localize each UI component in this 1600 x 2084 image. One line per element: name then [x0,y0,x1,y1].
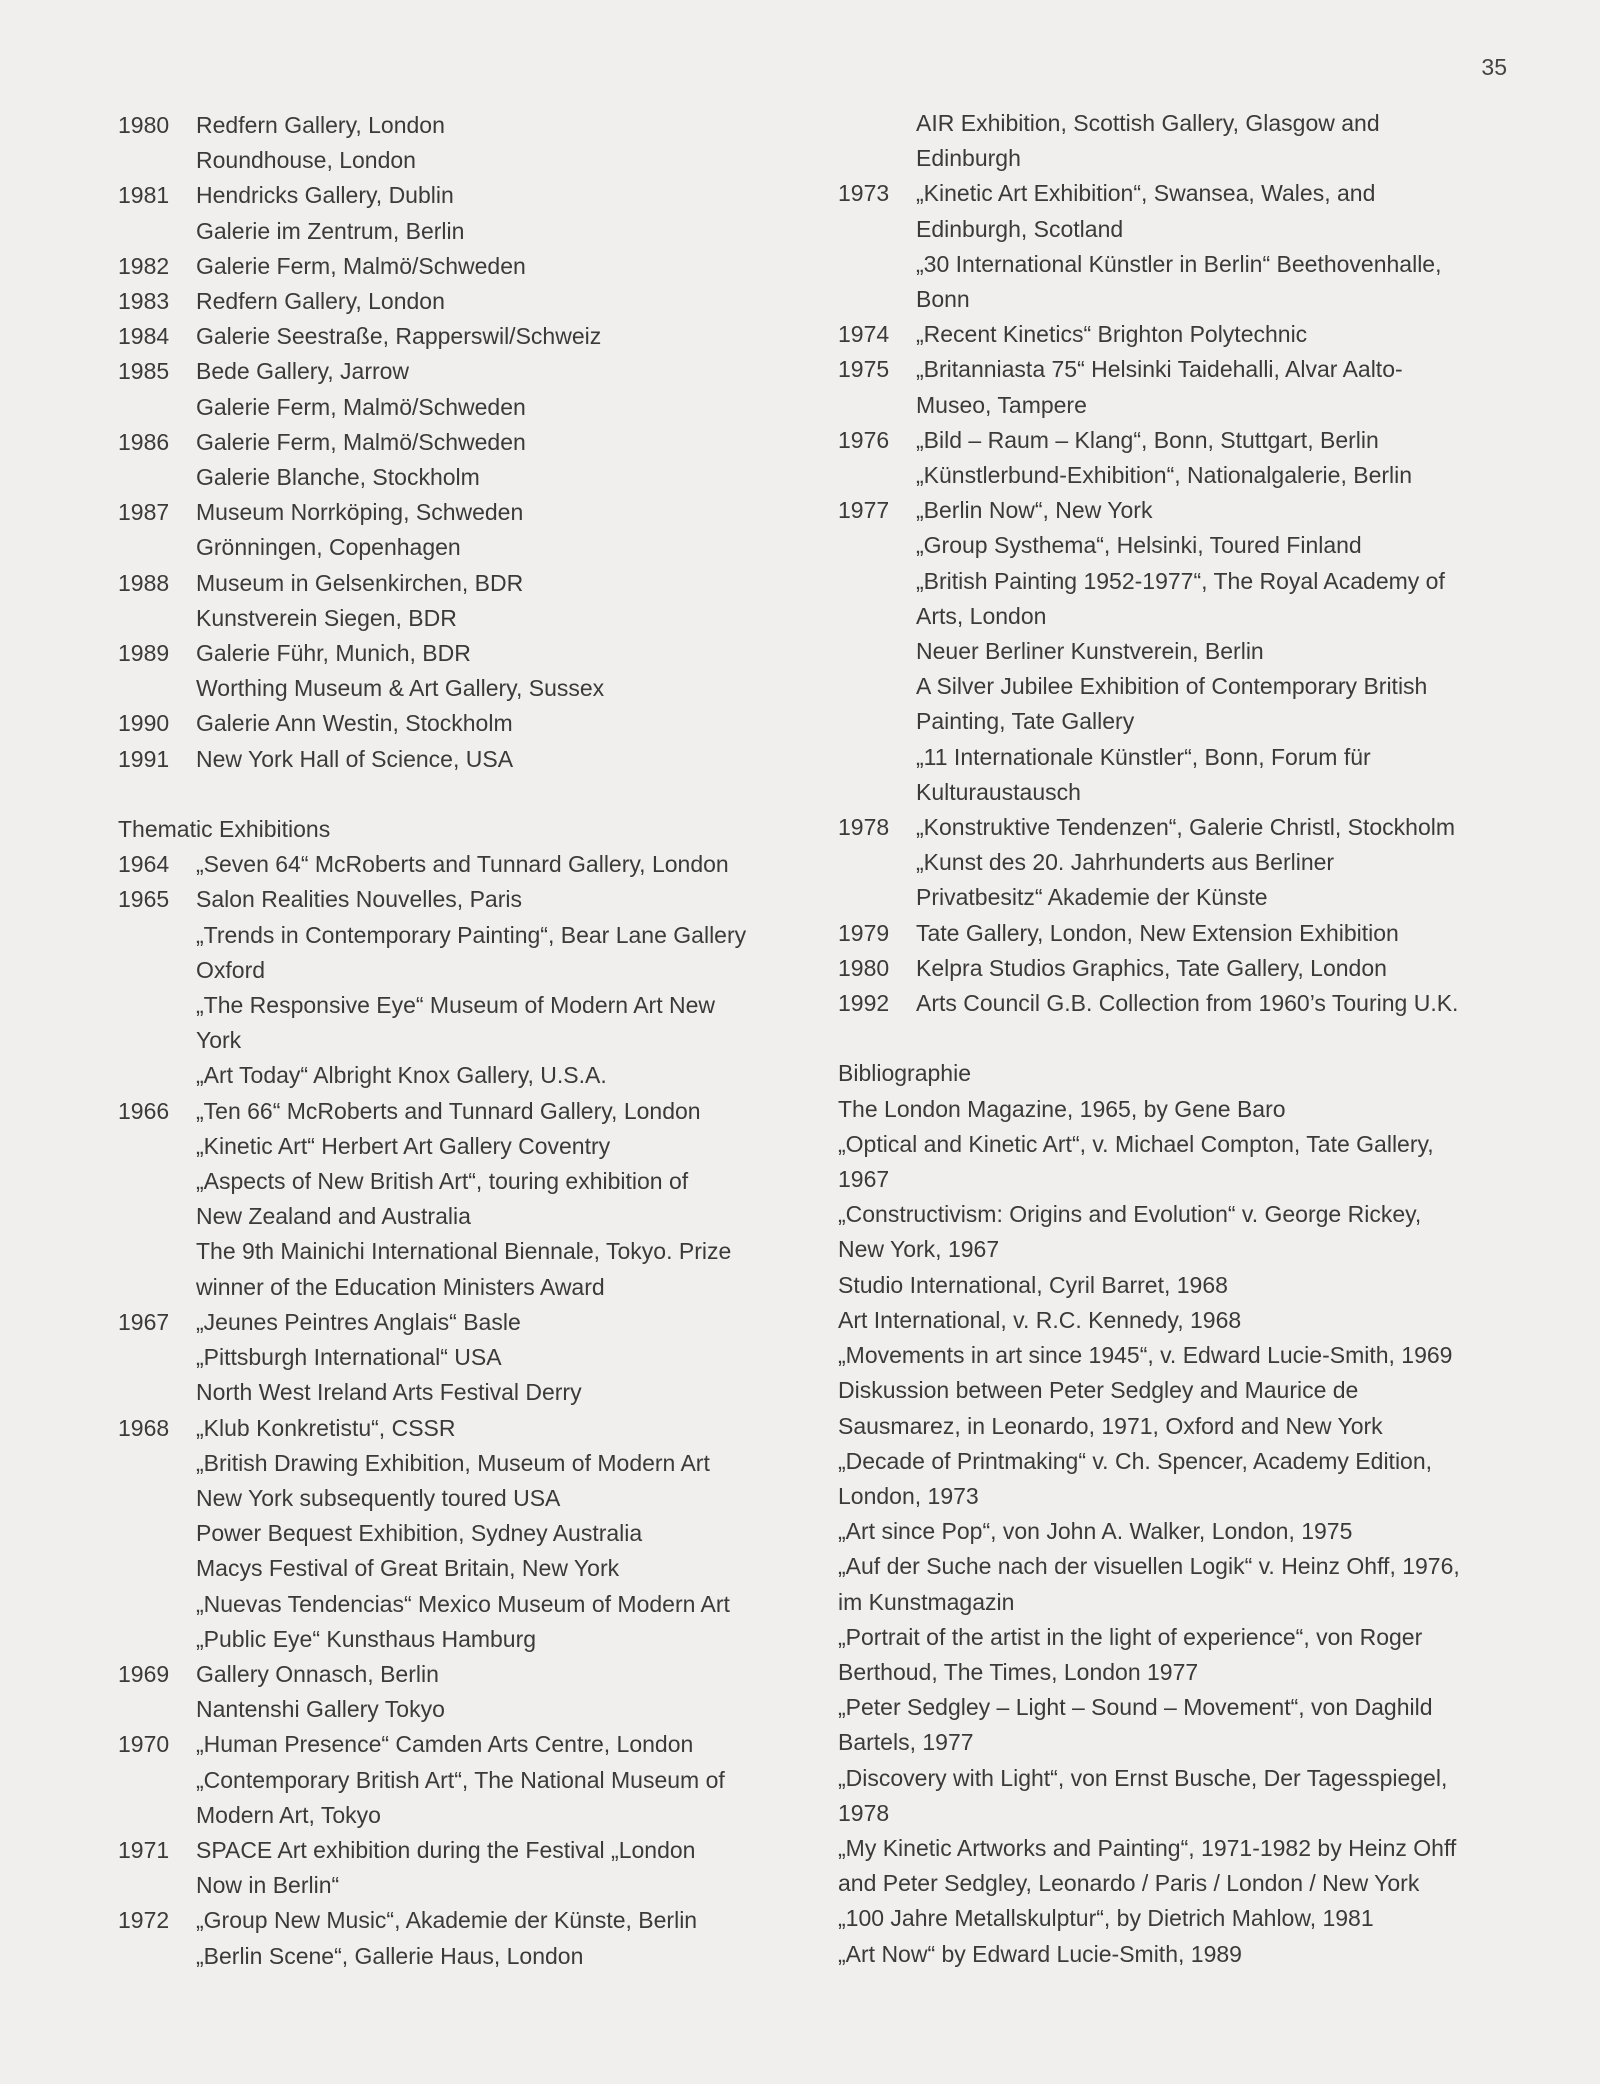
exhibition-entry [118,1833,808,1903]
entry-line: North West Ireland Arts Festival Derry [196,1379,582,1406]
bibliography-line: „Art since Pop“, von John A. Walker, London, 1975 [838,1518,1353,1545]
entry-line: New York Hall of Science, USA [196,745,514,772]
entry-line: „Berlin Now“, New York [916,497,1153,524]
entry-line: Roundhouse, London [196,147,416,174]
entry-year: 1973 [838,180,890,207]
entry-line: „Recent Kinetics“ Brighton Polytechnic [916,321,1308,348]
entry-year: 1972 [118,1907,170,1934]
exhibition-entry [118,1411,808,1657]
entry-year: 1992 [838,990,890,1017]
entry-line: „Seven 64“ McRoberts and Tunnard Gallery, London [196,851,729,878]
entry-line: Kelpra Studios Graphics, Tate Gallery, London [916,954,1387,981]
entry-line: Neuer Berliner Kunstverein, Berlin [916,638,1264,665]
entry-year: 1978 [838,814,890,841]
entry-line: Museum Norrköping, Schweden [196,499,524,526]
entry-line: Gallery Onnasch, Berlin [196,1660,439,1687]
entry-line: „Nuevas Tendencias“ Mexico Museum of Modern Art [196,1590,730,1617]
entry-line: Macys Festival of Great Britain, New York [196,1555,620,1582]
exhibition-entry [838,493,1528,810]
entry-line: Galerie im Zentrum, Berlin [196,217,465,244]
bibliography-line: „Peter Sedgley – Light – Sound – Movement“, von Daghild [838,1694,1433,1721]
exhibition-entry [838,176,1528,317]
entry-line: „Klub Konkretistu“, CSSR [196,1414,456,1441]
bibliography-line: Sausmarez, in Leonardo, 1971, Oxford and New York [838,1412,1383,1439]
bibliography-line: 1978 [838,1799,890,1826]
entry-year: 1965 [118,886,170,913]
exhibitions-list-continued [838,176,1528,1021]
exhibition-entry [838,810,1528,916]
exhibition-entry [118,1094,808,1305]
exhibition-entry [118,636,808,706]
entry-year: 1964 [118,851,170,878]
entry-line: Galerie Führ, Munich, BDR [196,640,471,667]
entry-year: 1971 [118,1836,170,1863]
entry-line: Arts, London [916,602,1047,629]
bibliography-line: Studio International, Cyril Barret, 1968 [838,1271,1228,1298]
bibliography-line: „Movements in art since 1945“, v. Edward Lucie-Smith, 1969 [838,1342,1453,1369]
bibliography-heading: Bibliographie [838,1060,971,1087]
entry-year: 1987 [118,499,170,526]
exhibition-entry [118,882,808,1093]
entry-line: Redfern Gallery, London [196,112,445,138]
entry-year: 1969 [118,1660,170,1687]
entry-year: 1988 [118,569,170,596]
entry-year: 1980 [838,954,890,981]
bibliography-line: Berthoud, The Times, London 1977 [838,1658,1199,1685]
entry-line: New Zealand and Australia [196,1203,471,1230]
entry-line: Museum in Gelsenkirchen, BDR [196,569,524,596]
entry-year: 1989 [118,640,170,667]
exhibition-entry [118,742,808,777]
bibliography-line: „Constructivism: Origins and Evolution“ v. George Rickey, [838,1201,1422,1228]
thematic-exhibitions-heading: Thematic Exhibitions [118,816,331,843]
entry-year: 1966 [118,1097,170,1124]
entry-line: Museo, Tampere [916,391,1087,418]
entry-line: Now in Berlin“ [196,1872,340,1899]
entry-line: „Trends in Contemporary Painting“, Bear Lane Gallery [196,921,747,948]
entry-line: New York subsequently toured USA [196,1484,561,1511]
entry-line: „30 International Künstler in Berlin“ Beethovenhalle, [916,250,1442,277]
entry-year: 1984 [118,323,170,350]
entry-line: Galerie Blanche, Stockholm [196,464,480,491]
entry-line: Oxford [196,956,266,983]
right-column [838,106,1528,1972]
entry-line: Bonn [916,286,970,313]
exhibition-entry [118,566,808,636]
bibliography-list [838,1092,1528,1972]
entry-line: „Group New Music“, Akademie der Künste, Berlin [196,1907,698,1934]
entry-year: 1970 [118,1731,170,1758]
entry-line: „Kinetic Art Exhibition“, Swansea, Wales, and [916,180,1376,207]
thematic-exhibitions-list [118,847,808,1974]
entry-year: 1991 [118,745,170,772]
exhibition-entry [838,986,1528,1021]
entry-year: 1990 [118,710,170,737]
entry-line: Edinburgh [916,145,1021,172]
bibliography-line: Bartels, 1977 [838,1729,974,1756]
entry-line: „British Drawing Exhibition, Museum of Modern Art [196,1449,710,1476]
bibliography-line: „My Kinetic Artworks and Painting“, 1971-1982 by Heinz Ohff [838,1834,1457,1861]
entry-line: „Konstruktive Tendenzen“, Galerie Christl, Stockholm [916,814,1456,841]
bibliography-line: Diskussion between Peter Sedgley and Maurice de [838,1377,1359,1404]
entry-line: Grönningen, Copenhagen [196,534,461,561]
entry-line: Kunstverein Siegen, BDR [196,604,457,631]
entry-line: Galerie Ferm, Malmö/Schweden [196,393,526,420]
entry-line: Galerie Ann Westin, Stockholm [196,710,513,737]
entry-line: „Human Presence“ Camden Arts Centre, London [196,1731,694,1758]
entry-line: „Aspects of New British Art“, touring exhibition of [196,1168,689,1195]
entry-line: „Public Eye“ Kunsthaus Hamburg [196,1625,537,1652]
entry-year: 1979 [838,919,890,946]
continued-entry [838,106,1528,176]
entry-line: „Berlin Scene“, Gallerie Haus, London [196,1942,584,1969]
entry-line: winner of the Education Ministers Award [196,1273,605,1300]
exhibition-entry [118,847,808,882]
entry-line: „Bild – Raum – Klang“, Bonn, Stuttgart, Berlin [916,426,1379,453]
entry-line: Worthing Museum & Art Gallery, Sussex [196,675,605,702]
entry-line: „Künstlerbund-Exhibition“, Nationalgalerie, Berlin [916,462,1413,489]
bibliography-line: „Discovery with Light“, von Ernst Busche, Der Tagesspiegel, [838,1764,1448,1791]
entry-line: Salon Realities Nouvelles, Paris [196,886,522,913]
exhibition-entry [838,423,1528,493]
bibliography-line: The London Magazine, 1965, by Gene Baro [838,1095,1286,1122]
bibliography-line: Art International, v. R.C. Kennedy, 1968 [838,1306,1242,1333]
bibliography-line: „Auf der Suche nach der visuellen Logik“ v. Heinz Ohff, 1976, [838,1553,1460,1580]
exhibition-entry [118,495,808,565]
entry-year: 1986 [118,428,170,455]
entry-line: Privatbesitz“ Akademie der Künste [916,884,1268,911]
entry-line: AIR Exhibition, Scottish Gallery, Glasgow and [916,110,1380,136]
entry-line: Redfern Gallery, London [196,288,445,315]
entry-line: Power Bequest Exhibition, Sydney Australia [196,1520,643,1547]
exhibition-entry [838,951,1528,986]
entry-year: 1974 [838,321,890,348]
solo-exhibitions-list [118,108,808,777]
entry-line: „Kunst des 20. Jahrhunderts aus Berliner [916,849,1335,876]
entry-year: 1976 [838,426,890,453]
entry-line: A Silver Jubilee Exhibition of Contemporary British [916,673,1428,700]
exhibition-entry [118,249,808,284]
exhibition-entry [838,916,1528,951]
entry-line: The 9th Mainichi International Biennale, Tokyo. Prize [196,1238,732,1265]
entry-line: York [196,1027,242,1054]
bibliography-line: „Decade of Printmaking“ v. Ch. Spencer, Academy Edition, [838,1447,1433,1474]
bibliography-line: „Art Now“ by Edward Lucie-Smith, 1989 [838,1940,1242,1967]
page-number: 35 [1481,54,1507,80]
exhibition-entry [118,1657,808,1727]
exhibition-entry [118,319,808,354]
entry-line: „Ten 66“ McRoberts and Tunnard Gallery, London [196,1097,701,1124]
entry-line: Edinburgh, Scotland [916,215,1124,242]
exhibition-entry [118,1305,808,1411]
entry-year: 1985 [118,358,170,385]
exhibition-entry [118,1727,808,1833]
exhibition-entry [118,178,808,248]
bibliography-line: 1967 [838,1166,890,1193]
bibliography-line: New York, 1967 [838,1236,1000,1263]
bibliography-line: „100 Jahre Metallskulptur“, by Dietrich Mahlow, 1981 [838,1905,1374,1932]
bibliography-line: im Kunstmagazin [838,1588,1015,1615]
entry-line: „Britanniasta 75“ Helsinki Taidehalli, Alvar Aalto- [916,356,1403,383]
exhibition-entry [838,317,1528,352]
entry-line: „11 Internationale Künstler“, Bonn, Forum für [916,743,1371,770]
entry-year: 1975 [838,356,890,383]
entry-year: 1982 [118,252,170,279]
exhibition-entry [118,354,808,424]
bibliography-line: and Peter Sedgley, Leonardo / Paris / London / New York [838,1870,1420,1897]
exhibition-entry [118,284,808,319]
entry-line: Nantenshi Gallery Tokyo [196,1696,445,1723]
entry-line: Galerie Ferm, Malmö/Schweden [196,428,526,455]
entry-line: „The Responsive Eye“ Museum of Modern Art New [196,992,715,1019]
entry-line: „British Painting 1952-1977“, The Royal Academy of [916,567,1445,594]
entry-line: „Art Today“ Albright Knox Gallery, U.S.A. [196,1062,607,1089]
entry-line: Modern Art, Tokyo [196,1801,381,1828]
entry-year: 1981 [118,182,170,209]
bibliography-line: „Optical and Kinetic Art“, v. Michael Compton, Tate Gallery, [838,1130,1434,1157]
entry-line: „Group Systhema“, Helsinki, Toured Finland [916,532,1362,559]
entry-line: „Jeunes Peintres Anglais“ Basle [196,1308,521,1335]
entry-line: Painting, Tate Gallery [916,708,1135,735]
entry-year: 1983 [118,288,170,315]
exhibition-entry [118,108,808,178]
entry-year: 1980 [118,112,170,138]
entry-line: Arts Council G.B. Collection from 1960’s Touring U.K. [916,990,1459,1017]
entry-line: Galerie Seestraße, Rapperswil/Schweiz [196,323,602,350]
entry-line: Hendricks Gallery, Dublin [196,182,454,209]
entry-line: SPACE Art exhibition during the Festival „London [196,1836,696,1863]
entry-line: „Kinetic Art“ Herbert Art Gallery Coventry [196,1132,611,1159]
entry-line: „Contemporary British Art“, The National Museum of [196,1766,725,1793]
bibliography-line: London, 1973 [838,1482,979,1509]
entry-year: 1967 [118,1308,170,1335]
entry-line: Bede Gallery, Jarrow [196,358,410,385]
entry-year: 1977 [838,497,890,524]
left-column [118,108,808,1974]
exhibition-entry [838,352,1528,422]
bibliography-line: „Portrait of the artist in the light of experience“, von Roger [838,1623,1423,1650]
exhibition-entry [118,1903,808,1973]
entry-line: Tate Gallery, London, New Extension Exhibition [916,919,1399,946]
entry-line: „Pittsburgh International“ USA [196,1344,502,1371]
exhibition-entry [118,425,808,495]
entry-year: 1968 [118,1414,170,1441]
exhibition-entry [118,706,808,741]
entry-line: Galerie Ferm, Malmö/Schweden [196,252,526,279]
entry-line: Kulturaustausch [916,778,1081,805]
